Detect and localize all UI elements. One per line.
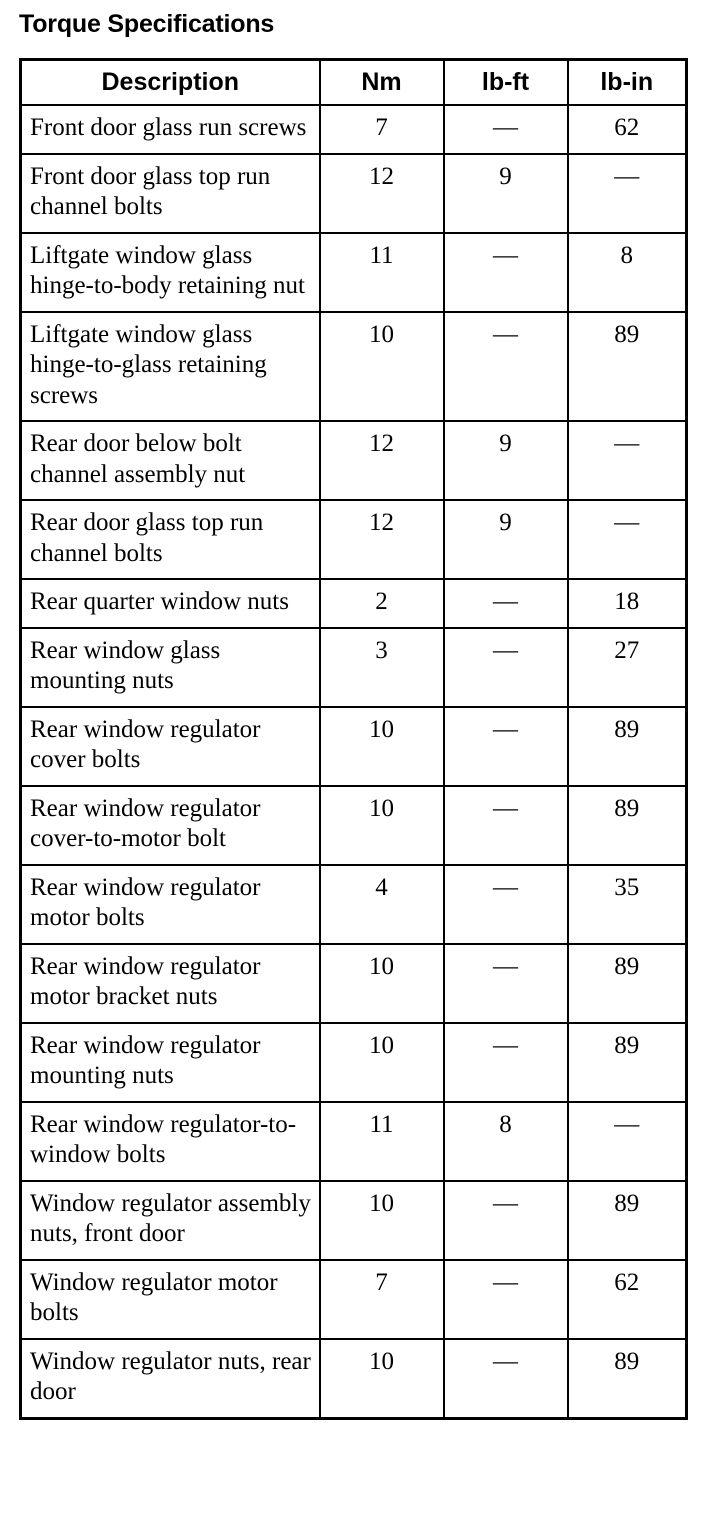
table-row [21, 1102, 687, 1181]
cell-lbin: 89 [568, 1023, 687, 1102]
table-row [21, 312, 687, 422]
cell-description: Rear window regulator cover bolts [21, 707, 320, 786]
table-row [21, 500, 687, 579]
cell-description: Rear window regulator motor bolts [21, 865, 320, 944]
cell-nm: 10 [320, 944, 444, 1023]
table-row [21, 1260, 687, 1339]
page-title: Torque Specifications [19, 10, 275, 38]
cell-lbft: 9 [444, 154, 568, 233]
table-row [21, 154, 687, 233]
cell-description: Rear window regulator-to-window bolts [21, 1102, 320, 1181]
cell-lbft: — [444, 944, 568, 1023]
cell-description: Window regulator motor bolts [21, 1260, 320, 1339]
table-row [21, 944, 687, 1023]
cell-nm: 11 [320, 233, 444, 312]
cell-nm: 11 [320, 1102, 444, 1181]
table-row [21, 628, 687, 707]
cell-description: Liftgate window glass hinge-to-body retaining nut [21, 233, 320, 312]
cell-lbft: — [444, 865, 568, 944]
cell-lbft: — [444, 1260, 568, 1339]
table-row [21, 786, 687, 865]
table-row [21, 865, 687, 944]
header-lbin: lb-in [568, 60, 687, 106]
cell-lbft: 9 [444, 500, 568, 579]
cell-lbin: 89 [568, 786, 687, 865]
torque-spec-table [19, 58, 688, 1420]
table-body [21, 105, 687, 1418]
cell-lbft: — [444, 1339, 568, 1419]
cell-description: Rear door glass top run channel bolts [21, 500, 320, 579]
cell-description: Rear quarter window nuts [21, 579, 320, 628]
cell-lbft: — [444, 707, 568, 786]
cell-nm: 3 [320, 628, 444, 707]
table-row [21, 421, 687, 500]
cell-description: Window regulator nuts, rear door [21, 1339, 320, 1419]
cell-nm: 12 [320, 154, 444, 233]
header-description: Description [21, 60, 320, 106]
cell-lbft: — [444, 1181, 568, 1260]
cell-nm: 12 [320, 500, 444, 579]
cell-lbin: 62 [568, 105, 687, 154]
cell-lbft: — [444, 786, 568, 865]
cell-nm: 10 [320, 786, 444, 865]
cell-nm: 10 [320, 312, 444, 422]
cell-description: Front door glass top run channel bolts [21, 154, 320, 233]
table-row [21, 707, 687, 786]
cell-lbin: 89 [568, 312, 687, 422]
cell-description: Rear window glass mounting nuts [21, 628, 320, 707]
cell-description: Rear window regulator mounting nuts [21, 1023, 320, 1102]
cell-nm: 10 [320, 707, 444, 786]
cell-description: Liftgate window glass hinge-to-glass retaining screws [21, 312, 320, 422]
cell-description: Front door glass run screws [21, 105, 320, 154]
cell-nm: 10 [320, 1339, 444, 1419]
cell-lbin: 89 [568, 1181, 687, 1260]
cell-nm: 7 [320, 1260, 444, 1339]
cell-lbin: 35 [568, 865, 687, 944]
table-row [21, 105, 687, 154]
cell-lbft: — [444, 1023, 568, 1102]
cell-lbin: 89 [568, 707, 687, 786]
header-nm: Nm [320, 60, 444, 106]
table-row [21, 1181, 687, 1260]
cell-lbft: 9 [444, 421, 568, 500]
cell-lbin: 8 [568, 233, 687, 312]
table-header [21, 60, 687, 106]
cell-nm: 10 [320, 1023, 444, 1102]
cell-lbft: — [444, 628, 568, 707]
cell-lbin: — [568, 1102, 687, 1181]
cell-lbft: 8 [444, 1102, 568, 1181]
table-row [21, 1339, 687, 1419]
table-row [21, 1023, 687, 1102]
cell-lbin: — [568, 154, 687, 233]
cell-lbft: — [444, 312, 568, 422]
cell-nm: 10 [320, 1181, 444, 1260]
cell-description: Window regulator assembly nuts, front door [21, 1181, 320, 1260]
cell-nm: 2 [320, 579, 444, 628]
cell-lbft: — [444, 233, 568, 312]
cell-lbft: — [444, 105, 568, 154]
cell-description: Rear door below bolt channel assembly nut [21, 421, 320, 500]
cell-lbin: 89 [568, 944, 687, 1023]
header-row [21, 60, 687, 106]
cell-lbin: 62 [568, 1260, 687, 1339]
cell-nm: 4 [320, 865, 444, 944]
cell-lbin: 89 [568, 1339, 687, 1419]
cell-lbin: — [568, 500, 687, 579]
cell-nm: 7 [320, 105, 444, 154]
cell-description: Rear window regulator cover-to-motor bolt [21, 786, 320, 865]
table-row [21, 233, 687, 312]
cell-description: Rear window regulator motor bracket nuts [21, 944, 320, 1023]
cell-lbin: — [568, 421, 687, 500]
header-lbft: lb-ft [444, 60, 568, 106]
table-row [21, 579, 687, 628]
cell-lbin: 27 [568, 628, 687, 707]
cell-lbft: — [444, 579, 568, 628]
cell-nm: 12 [320, 421, 444, 500]
cell-lbin: 18 [568, 579, 687, 628]
